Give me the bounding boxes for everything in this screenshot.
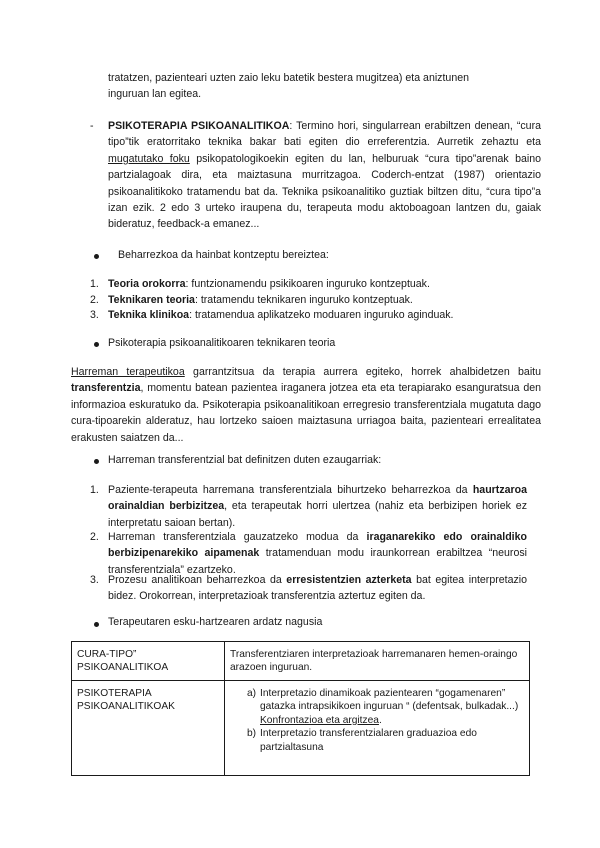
list1-item-text: : tratamendua aplikatzeko moduaren inguruko aginduak.	[189, 309, 454, 321]
list2-item-text-2: tratamenduan modu iraunkorrean erabiltzea “neurosi transferentziala” ezartzeko.	[108, 547, 527, 576]
harreman-paragraph	[71, 364, 541, 446]
sublist-text: Interpretazio transferentzialaren graduazioa edo partzialtasuna	[260, 728, 477, 753]
bullet-concepts-text: Beharrezkoa da hainbat kontzeptu bereiztea:	[118, 249, 329, 261]
list2-item-bold: haurtzaroa orainaldian berbizitzea	[108, 484, 527, 513]
intro-line-1	[108, 70, 541, 86]
list1-item-text: : funtzionamendu psikikoaren inguruko kontzeptuak.	[185, 278, 430, 290]
harreman-text-1: garrantzitsua da terapia aurrera egiteko, horrek ahalbidetzen baitu	[184, 366, 542, 378]
list2-number: 1.	[90, 484, 99, 496]
sublist-end: .	[378, 714, 382, 726]
dash-marker: -	[90, 120, 94, 132]
sublist-underlined: Konfrontazioa eta argitzea	[260, 714, 379, 726]
list2-item-text-1: Harreman transferentziala gauzatzeko modua da	[108, 531, 367, 543]
list1-item-bold: Teknikaren teoria	[108, 294, 195, 306]
bullet-icon	[94, 622, 99, 627]
list2-item	[108, 529, 527, 578]
list2-item-text-2: , eta terapeutak horri ulertzea (nahiz eta berbizipen horiek ez interpretatu saioan bertan).	[108, 500, 527, 529]
table-cell: CURA-TIPO” PSIKOANALITIKOA	[72, 642, 225, 681]
bullet-icon	[94, 254, 99, 259]
psikoterapia-text-1: : Termino hori, singularrean erabiltzen denean, “cura tipo”tik eratorritako teknika bakar bati egiten dio erreferentzia. Aurretik zehaztu eta	[108, 120, 541, 149]
harreman-underlined: Harreman terapeutikoa	[71, 366, 185, 378]
bullet-teknika	[108, 335, 538, 351]
psikoterapia-underlined: mugatutako foku	[108, 152, 190, 165]
comparison-table	[71, 641, 530, 776]
list2-item-text-2: bat egitea interpretazio bidez. Orokorrean, interpretazioak transferentzia aztertuz egiten da.	[108, 574, 528, 603]
bullet-ardatz-text: Terapeutaren esku-hartzearen ardatz nagusia	[108, 616, 323, 628]
list2-item	[108, 482, 527, 531]
bullet-teknika-text: Psikoterapia psikoanalitikoaren teknikaren teoria	[108, 337, 336, 349]
bullet-concepts	[118, 247, 538, 263]
list1-item-bold: Teoria orokorra	[108, 278, 186, 290]
list2-item-text-1: Paziente-terapeuta harremana transferentziala bihurtzeko beharrezkoa da	[108, 484, 473, 496]
list1-item-text: : tratamendu teknikaren inguruko kontzeptuak.	[194, 294, 413, 306]
bullet-ezaugarriak-text: Harreman transferentzial bat definitzen duten ezaugarriak:	[108, 454, 382, 466]
bullet-ardatz	[108, 614, 538, 630]
table-row	[72, 642, 530, 681]
intro-line-2-text: inguruan lan egitea.	[108, 88, 202, 100]
table-row	[72, 681, 530, 776]
list2-number: 2.	[90, 531, 99, 543]
psikoterapia-paragraph	[108, 118, 541, 233]
sublist-label: a)	[247, 688, 257, 699]
psikoterapia-text-2: psikopatologikoekin egiten du lan, helburuak “cura tipo”arenak baino partzialagoak dira, eta maiztasuna murritzagoa. Coderch-entzat (1987) orientazio psikoanalitikoko tratamendu bat da. Teknika psikoanalitiko guztiak biltzen ditu, “cura tipo”a izan ezik. 2 edo 3 urteko iraupena du, terapeuta modu aktoboagoan lantzen du, gaiak bideratuz, feedback-a emanez...	[108, 152, 541, 231]
bullet-ezaugarriak	[108, 452, 538, 468]
bullet-icon	[94, 342, 99, 347]
list1-number: 3.	[90, 309, 99, 321]
table-cell: Transferentziaren interpretazioak harremanaren hemen-oraingo arazoen inguruan.	[225, 642, 530, 681]
list1-item	[108, 307, 541, 323]
intro-line-1-text: tratatzen, pazienteari uzten zaio leku batetik bestera mugitzea) eta aniztunen	[108, 72, 469, 84]
bullet-icon	[94, 459, 99, 464]
harreman-bold: transferentzia	[71, 382, 141, 395]
list2-item-bold: iraganarekiko edo orainaldiko berbizipenarekiko aipamenak	[108, 531, 527, 560]
table-cell	[225, 681, 530, 776]
list1-number: 2.	[90, 294, 99, 306]
list2-item	[108, 572, 527, 605]
list1-item	[108, 276, 541, 292]
list1-number: 1.	[90, 278, 99, 290]
intro-line-2	[108, 86, 541, 102]
harreman-text-2: , momentu batean pazientea iraganera jotzea eta eta terapiarako esanguratsua den informazioa eskuratuko da. Psikoterapia psikoanalitikoan erregresio transferentziala mugatuta dago cura-tipoarekin alderatuz, hau lortzeko saioen maiztasuna urriagoa baita, pazienteari errealitatea erakusten saiatzen da...	[71, 382, 541, 444]
list2-number: 3.	[90, 574, 99, 586]
sublist-label: b)	[247, 728, 257, 740]
list2-item-bold: erresistentzien azterketa	[286, 574, 412, 586]
table-cell: PSIKOTERAPIA PSIKOANALITIKOAK	[72, 681, 225, 776]
list1-item	[108, 292, 541, 308]
list2-item-text-1: Prozesu analitikoan beharrezkoa da	[108, 574, 287, 586]
sublist-item-b	[230, 727, 525, 754]
sublist-item-a	[230, 687, 525, 727]
psikoterapia-term: PSIKOTERAPIA PSIKOANALITIKOA	[108, 120, 290, 132]
sublist-text: Interpretazio dinamikoak pazientearen “gogamenaren” gatazka intrapsikikoen inguruan “ (defentsak, bulkadak...)	[260, 688, 519, 713]
list1-item-bold: Teknika klinikoa	[108, 309, 190, 321]
